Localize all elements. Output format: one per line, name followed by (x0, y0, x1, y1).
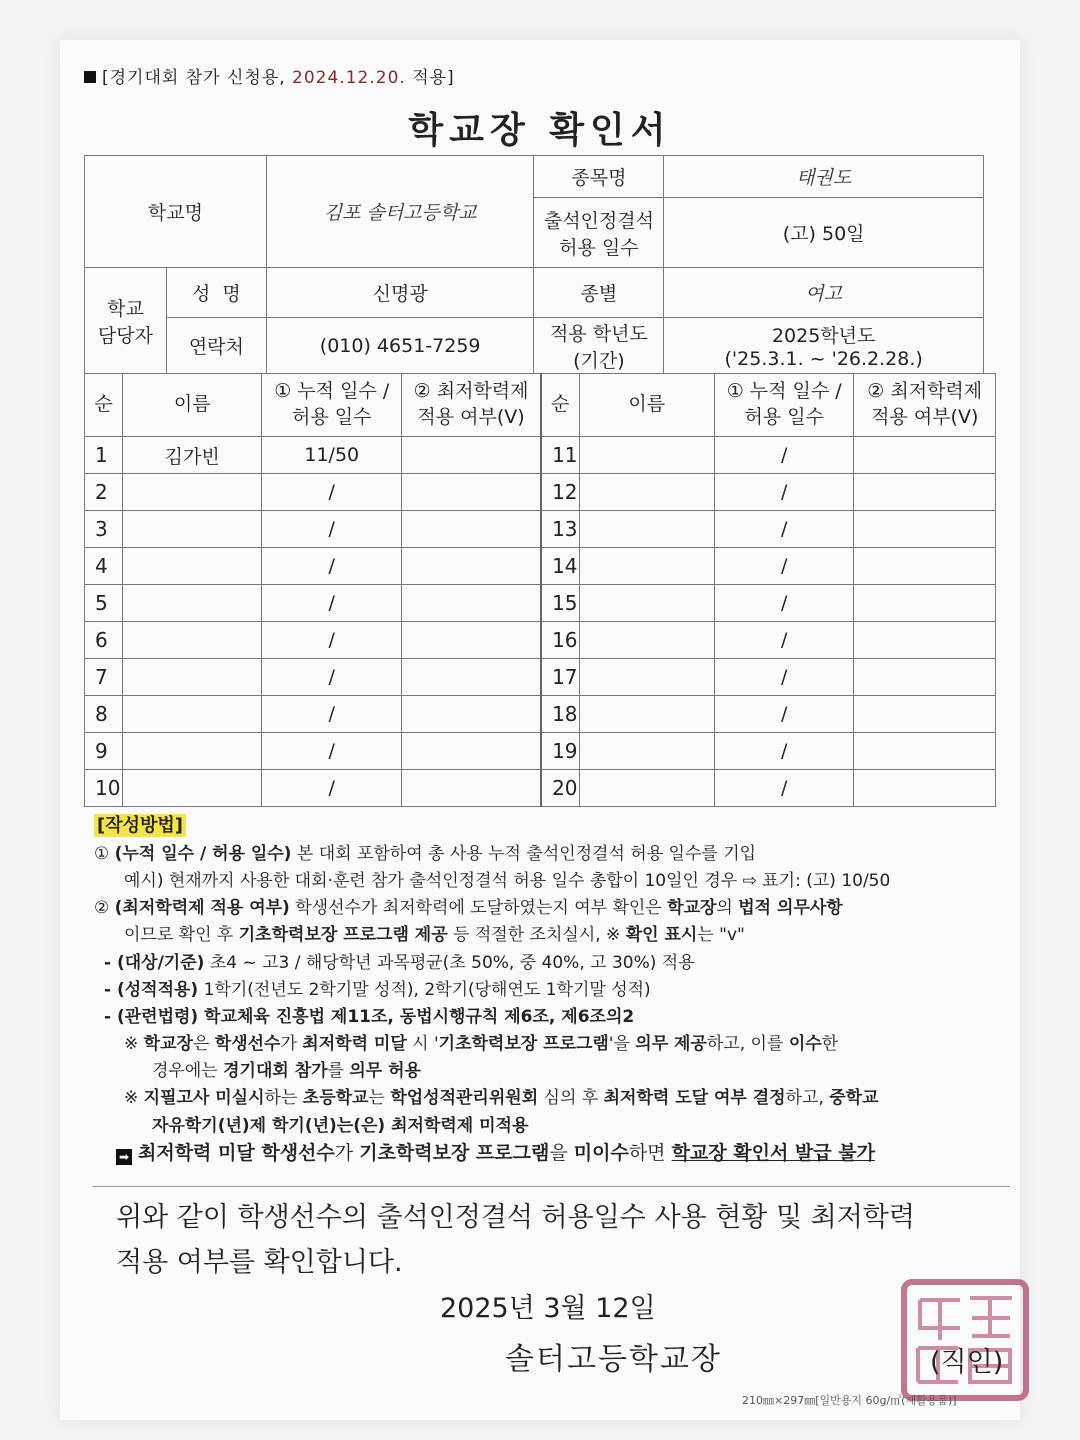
table-row (85, 696, 996, 733)
sport-label: 종목명 (534, 156, 664, 198)
row-number: 15 (541, 585, 579, 622)
student-name (579, 511, 714, 548)
student-min-check (402, 585, 542, 622)
confirm-line-2: 적용 여부를 확인합니다. (116, 1246, 403, 1278)
instr-text-4a: 이므로 확인 후 (124, 925, 239, 946)
school-label: 학교명 (85, 156, 267, 268)
row-number: 3 (85, 511, 123, 548)
issue-date: 2025년 3월 12일 (440, 1293, 656, 1324)
instr-bold-3d: 법적 의무사항 (738, 898, 843, 919)
instr-line-11 (94, 1113, 1014, 1140)
instr-8h: 기초학력보장 프로그램 (438, 1034, 609, 1055)
student-days: / (262, 733, 402, 770)
student-days: / (262, 585, 402, 622)
instr-8a: ※ (124, 1034, 144, 1055)
student-days: / (714, 770, 853, 807)
instructions (94, 812, 1014, 1140)
instr-10d: 초등학교 (302, 1088, 369, 1109)
year-value (664, 318, 984, 374)
student-name (122, 622, 261, 659)
instr-line-4 (94, 922, 1014, 949)
row-number: 16 (541, 622, 579, 659)
row-number: 5 (85, 585, 123, 622)
square-bullet-icon (84, 71, 96, 83)
instr-bold-6: - (성적적용) (104, 979, 199, 1000)
instr-bold-4b: 기초학력보장 프로그램 제공 (238, 925, 448, 946)
confirm-line-1: 위와 같이 학생선수의 출석인정결석 허용일수 사용 현황 및 최저학력 (116, 1202, 915, 1233)
student-name (122, 696, 261, 733)
instr-8d: 학생선수 (214, 1034, 281, 1055)
row-number: 20 (541, 770, 579, 807)
manager-label (85, 268, 167, 374)
col-name-left: 이름 (122, 374, 261, 437)
student-min-check (854, 511, 996, 548)
instr-text-3a: 학생선수가 최저학력에 도달하였는지 여부 확인은 (289, 898, 668, 919)
info-table (84, 155, 984, 374)
student-days: / (714, 548, 853, 585)
student-days: / (262, 770, 402, 807)
student-min-check (402, 733, 542, 770)
student-name (122, 585, 261, 622)
name-value: 신명광 (266, 268, 534, 318)
instr-bold-7: - (관련법령) 학교체육 진흥법 제11조, 동법시행규칙 제6조, 제6조의2 (104, 1006, 635, 1027)
instr-10j: 중학교 (829, 1088, 879, 1109)
instr-10i: 하고, (785, 1088, 830, 1109)
col-min-right (854, 374, 996, 437)
row-number: 17 (541, 659, 579, 696)
school-value: 김포 솔터고등학교 (266, 156, 534, 268)
instr-10e: 는 (368, 1088, 391, 1109)
year-label-line1: 적용 학년도 (550, 322, 648, 345)
instr-8k: 하고, 이를 (706, 1034, 789, 1055)
col-min-left (402, 374, 542, 437)
contact-label: 연락처 (166, 318, 266, 374)
instr-8c: 은 (192, 1034, 215, 1055)
student-min-check (854, 622, 996, 659)
student-days: / (714, 511, 853, 548)
col-days-right-line1: ① 누적 일수 / (726, 380, 842, 403)
student-name (122, 548, 261, 585)
student-min-check (402, 548, 542, 585)
student-min-check (402, 659, 542, 696)
arrow-box-icon: ➡ (116, 1149, 132, 1165)
col-days-left (262, 374, 402, 437)
student-days: / (262, 696, 402, 733)
instr-8l: 이수 (788, 1034, 822, 1055)
table-row (85, 733, 996, 770)
student-name (122, 511, 261, 548)
student-min-check (854, 474, 996, 511)
student-days: / (714, 733, 853, 770)
row-number: 19 (541, 733, 579, 770)
student-name: 김가빈 (122, 437, 261, 474)
student-min-check (402, 437, 542, 474)
category-value: 여고 (664, 268, 984, 318)
col-no-left: 순 (85, 374, 123, 437)
contact-value: (010) 4651-7259 (266, 318, 534, 374)
instr-11: 자유학기(년)제 학기(년)는(은) 최저학력제 미적용 (152, 1115, 529, 1136)
header-date: 2024.12.20. (292, 68, 406, 88)
attendance-label (534, 198, 664, 268)
row-number: 6 (85, 622, 123, 659)
instr-10c: 하는 (264, 1088, 303, 1109)
instr-bold-3b: 학교장 (667, 898, 717, 919)
instr-line-9 (94, 1058, 1014, 1085)
year-value-line2: ('25.3.1. ~ '26.2.28.) (724, 348, 923, 370)
row-number: 11 (541, 437, 579, 474)
final-a: 최저학력 미달 학생선수 (138, 1142, 335, 1164)
attendance-label-line2: 허용 일수 (559, 236, 639, 259)
instr-8f: 최저학력 미달 (302, 1034, 407, 1055)
instr-8b: 학교장 (143, 1034, 193, 1055)
instr-text-3c: 의 (716, 898, 739, 919)
instr-8e: 가 (280, 1034, 303, 1055)
instr-8i: '을 (608, 1034, 636, 1055)
seal-label: (직인) (930, 1347, 1004, 1378)
row-number: 4 (85, 548, 123, 585)
instr-num-1: ① (94, 843, 110, 864)
instr-line-6 (94, 977, 1014, 1004)
final-d: 을 (549, 1142, 574, 1164)
row-number: 1 (85, 437, 123, 474)
student-days: / (714, 622, 853, 659)
final-warning (116, 1138, 875, 1165)
instr-num-2: ② (94, 898, 110, 919)
instr-8g: 시 ' (406, 1034, 439, 1055)
row-number: 14 (541, 548, 579, 585)
row-number: 9 (85, 733, 123, 770)
student-days: / (262, 511, 402, 548)
col-min-left-line1: ② 최저학력제 (413, 380, 529, 403)
instr-8m: 한 (821, 1034, 839, 1055)
row-number: 8 (85, 696, 123, 733)
instr-text-4e: 는 "v" (697, 925, 745, 946)
header-suffix: 적용] (405, 68, 455, 88)
attendance-value: (고) 50일 (664, 198, 984, 268)
student-min-check (402, 770, 542, 807)
student-min-check (854, 770, 996, 807)
attendance-label-line1: 출석인정결석 (543, 209, 654, 232)
student-days: / (714, 437, 853, 474)
year-value-line1: 2025학년도 (771, 325, 876, 347)
student-min-check (402, 622, 542, 659)
student-min-check (854, 585, 996, 622)
instr-10b: 지필고사 미실시 (143, 1088, 265, 1109)
student-name (122, 659, 261, 696)
student-name (579, 659, 714, 696)
instr-9b: 경기대회 참가 (223, 1061, 328, 1082)
name-label: 성 명 (166, 268, 266, 318)
row-number: 18 (541, 696, 579, 733)
category-label: 종별 (534, 268, 664, 318)
student-name (122, 474, 261, 511)
table-row (85, 622, 996, 659)
header-note (84, 63, 455, 88)
instr-bold-4d: 확인 표시 (625, 925, 698, 946)
table-row (85, 548, 996, 585)
student-name (579, 474, 714, 511)
table-row (85, 659, 996, 696)
instr-line-3 (94, 895, 1014, 922)
instr-line-7 (94, 1004, 1014, 1031)
student-name (122, 733, 261, 770)
final-c: 기초학력보장 프로그램 (359, 1142, 550, 1164)
student-days: / (714, 474, 853, 511)
instr-bold-1: (누적 일수 / 허용 일수) (114, 843, 292, 864)
sport-value: 태권도 (664, 156, 984, 198)
students-table (84, 373, 996, 807)
col-min-left-line2: 적용 여부(V) (417, 406, 525, 428)
student-name (579, 437, 714, 474)
instr-text-5: 초4 ~ 고3 / 해당학년 과목평균(초 50%, 중 40%, 고 30%) 적용 (204, 952, 695, 973)
final-g: 학교장 확인서 발급 불가 (671, 1142, 875, 1164)
instr-bold-3: (최저학력제 적용 여부) (114, 898, 290, 919)
col-days-left-line1: ① 누적 일수 / (274, 380, 390, 403)
row-number: 13 (541, 511, 579, 548)
separator (92, 1186, 1010, 1187)
instr-line-1 (94, 841, 1014, 868)
student-days: / (262, 548, 402, 585)
manager-label-line2: 담당자 (97, 324, 153, 347)
student-min-check (854, 437, 996, 474)
instr-10a: ※ (124, 1088, 144, 1109)
table-row (85, 437, 996, 474)
col-days-left-line2: 허용 일수 (292, 406, 372, 428)
student-days: / (262, 622, 402, 659)
year-label-line2: (기간) (573, 349, 625, 372)
final-e: 미이수 (573, 1142, 629, 1164)
student-name (579, 696, 714, 733)
student-min-check (854, 548, 996, 585)
final-b: 가 (334, 1142, 360, 1164)
student-name (579, 585, 714, 622)
table-row (85, 511, 996, 548)
instr-10h: 최저학력 도달 여부 결정 (603, 1088, 786, 1109)
confirm-statement (116, 1196, 1016, 1285)
student-min-check (402, 511, 542, 548)
header-prefix: [경기대회 참가 신청용, (102, 68, 293, 88)
student-name (579, 770, 714, 807)
paper-spec: 210㎜×297㎜[일반용지 60g/㎡(재활용품)] (742, 1394, 957, 1407)
student-min-check (402, 696, 542, 733)
col-days-right (714, 374, 853, 437)
instr-10g: 심의 후 (538, 1088, 604, 1109)
instr-text-6: 1학기(전년도 2학기말 성적), 2학기(당해연도 1학기말 성적) (198, 979, 651, 1000)
student-name (579, 733, 714, 770)
instr-line-8 (94, 1031, 1014, 1058)
table-row (85, 770, 996, 807)
instr-8j: 의무 제공 (635, 1034, 707, 1055)
document-title: 학교장 확인서 (408, 110, 672, 151)
instr-line-2: 예시) 현재까지 사용한 대회·훈련 참가 출석인정결석 허용 일수 총합이 10일인 경우 ⇨ 표기: (고) 10/50 (124, 870, 891, 891)
year-label (534, 318, 664, 374)
instr-line-10 (94, 1085, 1014, 1112)
student-days: / (714, 659, 853, 696)
student-name (579, 548, 714, 585)
row-number: 7 (85, 659, 123, 696)
instr-9a: 경우에는 (152, 1061, 224, 1082)
instr-text-1: 본 대회 포함하여 총 사용 누적 출석인정결석 허용 일수를 기입 (291, 843, 757, 864)
final-f: 하면 (628, 1142, 672, 1164)
table-row (85, 585, 996, 622)
instr-10f: 학업성적관리위원회 (390, 1088, 539, 1109)
manager-label-line1: 학교 (107, 297, 144, 320)
student-days: 11/50 (262, 437, 402, 474)
student-days: / (262, 659, 402, 696)
instr-line-5 (94, 950, 1014, 977)
instr-9c: 를 (327, 1061, 350, 1082)
student-name (122, 770, 261, 807)
student-min-check (854, 659, 996, 696)
instr-text-4c: 등 적절한 조치실시, ※ (447, 925, 626, 946)
instr-9d: 의무 허용 (349, 1061, 421, 1082)
student-min-check (854, 733, 996, 770)
student-min-check (402, 474, 542, 511)
col-days-right-line2: 허용 일수 (744, 406, 824, 428)
student-name (579, 622, 714, 659)
col-no-right: 순 (541, 374, 579, 437)
students-body (85, 437, 996, 807)
student-days: / (714, 696, 853, 733)
col-name-right: 이름 (579, 374, 714, 437)
student-min-check (854, 696, 996, 733)
table-row (85, 474, 996, 511)
col-min-right-line1: ② 최저학력제 (867, 380, 983, 403)
row-number: 10 (85, 770, 123, 807)
row-number: 12 (541, 474, 579, 511)
student-days: / (714, 585, 853, 622)
instr-bold-5: - (대상/기준) (104, 952, 205, 973)
principal-name: 솔터고등학교장 (505, 1342, 722, 1377)
student-days: / (262, 474, 402, 511)
row-number: 2 (85, 474, 123, 511)
col-min-right-line2: 적용 여부(V) (871, 406, 979, 428)
instructions-heading: [작성방법] (94, 814, 186, 837)
